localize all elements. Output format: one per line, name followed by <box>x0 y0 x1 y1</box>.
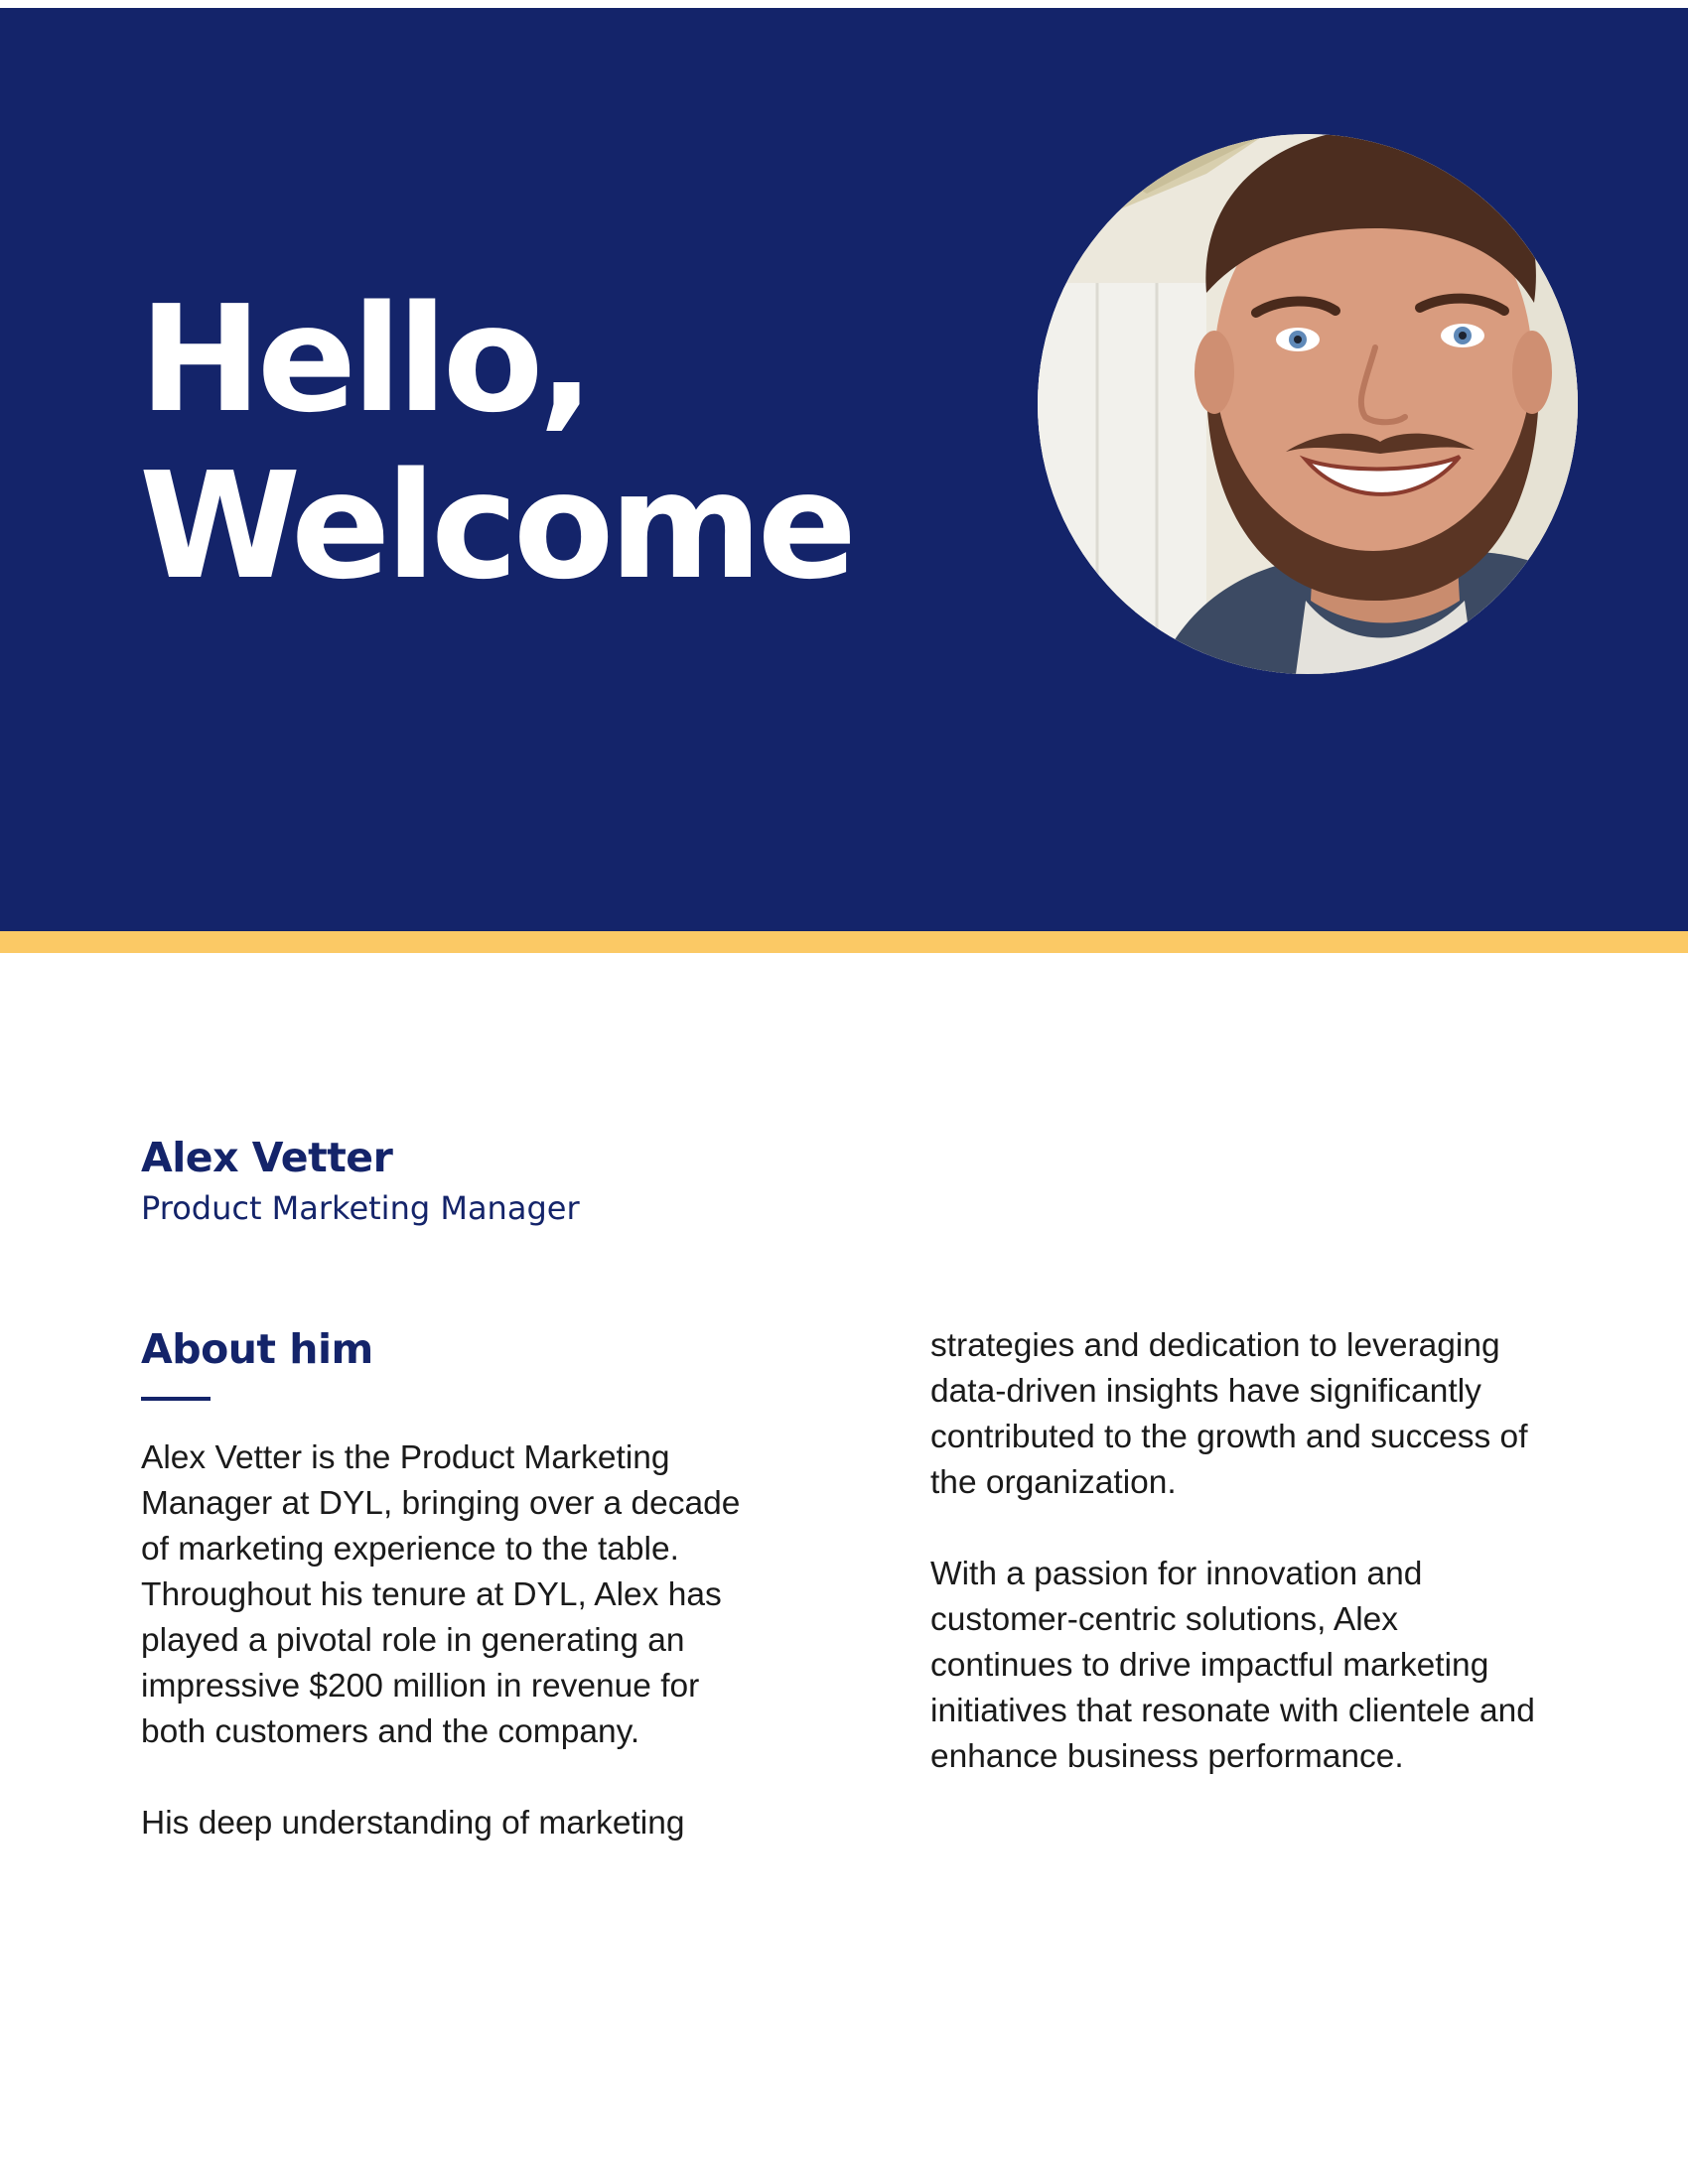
portrait-photo-icon <box>1038 134 1578 674</box>
welcome-heading-line-1: Hello, <box>139 274 590 445</box>
about-paragraph: With a passion for innovation and customer-centric solutions, Alex continues to drive impactful marketing initiatives that resonate with clientele and enhance business performance. <box>930 1556 1535 1775</box>
person-job-title: Product Marketing Manager <box>141 1189 580 1227</box>
about-column-left <box>141 1435 757 1846</box>
profile-photo <box>1038 134 1578 674</box>
about-paragraph: His deep understanding of marketing <box>141 1805 685 1842</box>
about-paragraph: Alex Vetter is the Product Marketing Manager at DYL, bringing over a decade of marketing experience to the table. Throughout his tenure at DYL, Alex has played a pivotal role in generating an impressive $200 million in revenue for both customers and the company. <box>141 1439 741 1750</box>
person-name: Alex Vetter <box>141 1134 393 1181</box>
about-heading: About him <box>141 1325 373 1373</box>
heading-underline <box>141 1397 211 1401</box>
about-column-right <box>930 1323 1546 1780</box>
welcome-heading-line-2: Welcome <box>139 441 853 612</box>
accent-divider-bar <box>0 931 1688 953</box>
welcome-heading <box>139 276 852 610</box>
about-paragraph: strategies and dedication to leveraging data-driven insights have significantly contributed to the growth and success of the organization. <box>930 1327 1528 1501</box>
